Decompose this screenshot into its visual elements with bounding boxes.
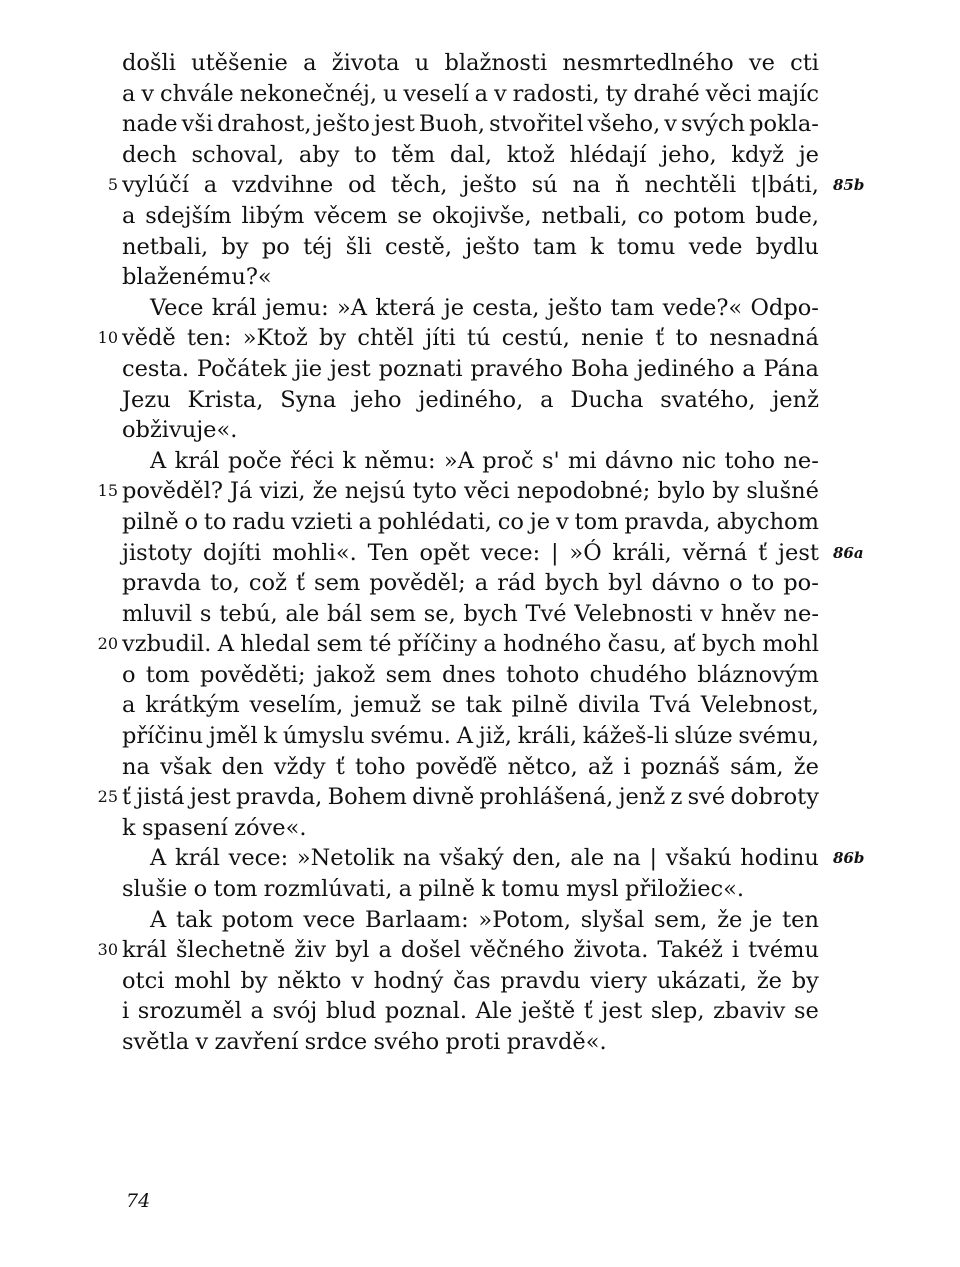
text-line: Vece král jemu: »A která je cesta, ješto tam vede?« Odpo- [150,294,819,321]
text-line: i srozuměl a svój blud poznal. Ale ještě ť jest slep, zbaviv se [122,998,819,1025]
text-line: dech schoval, aby to těm dal, ktož hlédají jeho, když je [122,141,819,168]
text-line: ť jistá jest pravda, Bohem divně prohlášená, jenž z své dobroty 25 [122,782,819,813]
text-line: A tak potom vece Barlaam: »Potom, slyšal sem, že je ten [150,906,819,933]
text-line: A král vece: »Netolik na všaký den, ale na | všakú hodinu 86b [122,843,819,874]
text-line: a v chvále nekonečnéj, u veselí a v radosti, ty drahé věci majíc [122,80,819,107]
text-line: a sdejším libým věcem se okojivše, netbali, co potom bude, [122,202,819,229]
text-line: král šlechetně živ byl a došel věčného života. Takéž i tvému 30 [122,935,819,966]
text-line: blaženému?« [122,264,272,291]
text-line: o tom pověděti; jakož sem dnes tohoto chudého bláznovým [122,661,819,688]
text-line: slušie o tom rozmlúvati, a pilně k tomu mysl přiložiec«. [122,876,745,903]
line-number: 5 [107,175,118,195]
text-line: na však den vždy ť toho pověďě nětco, až i poznáš sám, že [122,753,819,780]
folio-marker: 85b [833,176,865,195]
text-line: cesta. Počátek jie jest poznati pravého Boha jediného a Pána [122,355,819,382]
text-line: pravda to, což ť sem pověděl; a rád bych byl dávno o to po- [122,570,819,597]
text-line: světla v zavření srdce svého proti pravdě«. [122,1029,607,1055]
text-line: Jezu Krista, Syna jeho jediného, a Ducha svatého, jenž [122,386,819,413]
folio-marker: 86a [833,543,864,562]
text-line: A král poče řéci k němu: »A proč s' mi dávno nic toho ne- [150,447,819,474]
text-line: otci mohl by někto v hodný čas pravdu viery ukázati, že by [122,967,819,994]
text-line: vzbudil. A hledal sem té příčiny a hodného času, ať bych mohl 20 [122,629,819,660]
text-line: nade vši drahost, ješto jest Buoh, stvořitel všeho, v svých pokla- [122,111,819,138]
text-line: vědě ten: »Ktož by chtěl jíti tú cestú, nenie ť to nesnadná 10 [122,323,819,354]
text-line: jistoty dojíti mohli«. Ten opět vece: | »Ó králi, věrná ť jest 86a [122,538,819,569]
line-number: 10 [97,328,118,348]
text-line: pověděl? Já vizi, že nejsú tyto věci nepodobné; bylo by slušné 15 [122,476,819,507]
text-line: netbali, by po téj šli cestě, ješto tam k tomu vede bydlu [122,233,819,260]
text-line: mluvil s tebú, ale bál sem se, bych Tvé Velebnosti v hněv ne- [122,600,819,627]
text-line: obživuje«. [122,417,238,444]
text-line: došli utěšenie a života u blažnosti nesmrtedlného ve cti [122,50,819,76]
text-line: vylúčí a vzdvihne od těch, ješto sú na ň nechtěli t|báti, 5 85b [122,170,819,201]
page-number: 74 [126,1190,151,1212]
text-line: a krátkým veselím, jemuž se tak pilně divila Tvá Velebnost, [122,692,819,719]
folio-marker: 86b [833,849,865,868]
text-column [97,48,865,1058]
line-number: 30 [97,940,118,960]
line-number: 25 [97,787,118,807]
text-line: příčinu jměl k úmyslu svému. A již, králi, kážeš-li slúze svému, [122,723,819,750]
line-number: 20 [97,634,118,654]
line-number: 15 [97,481,118,501]
text-line: k spasení zóve«. [122,814,307,841]
text-line: pilně o to radu vzieti a pohlédati, co je v tom pravda, abychom [122,508,819,535]
